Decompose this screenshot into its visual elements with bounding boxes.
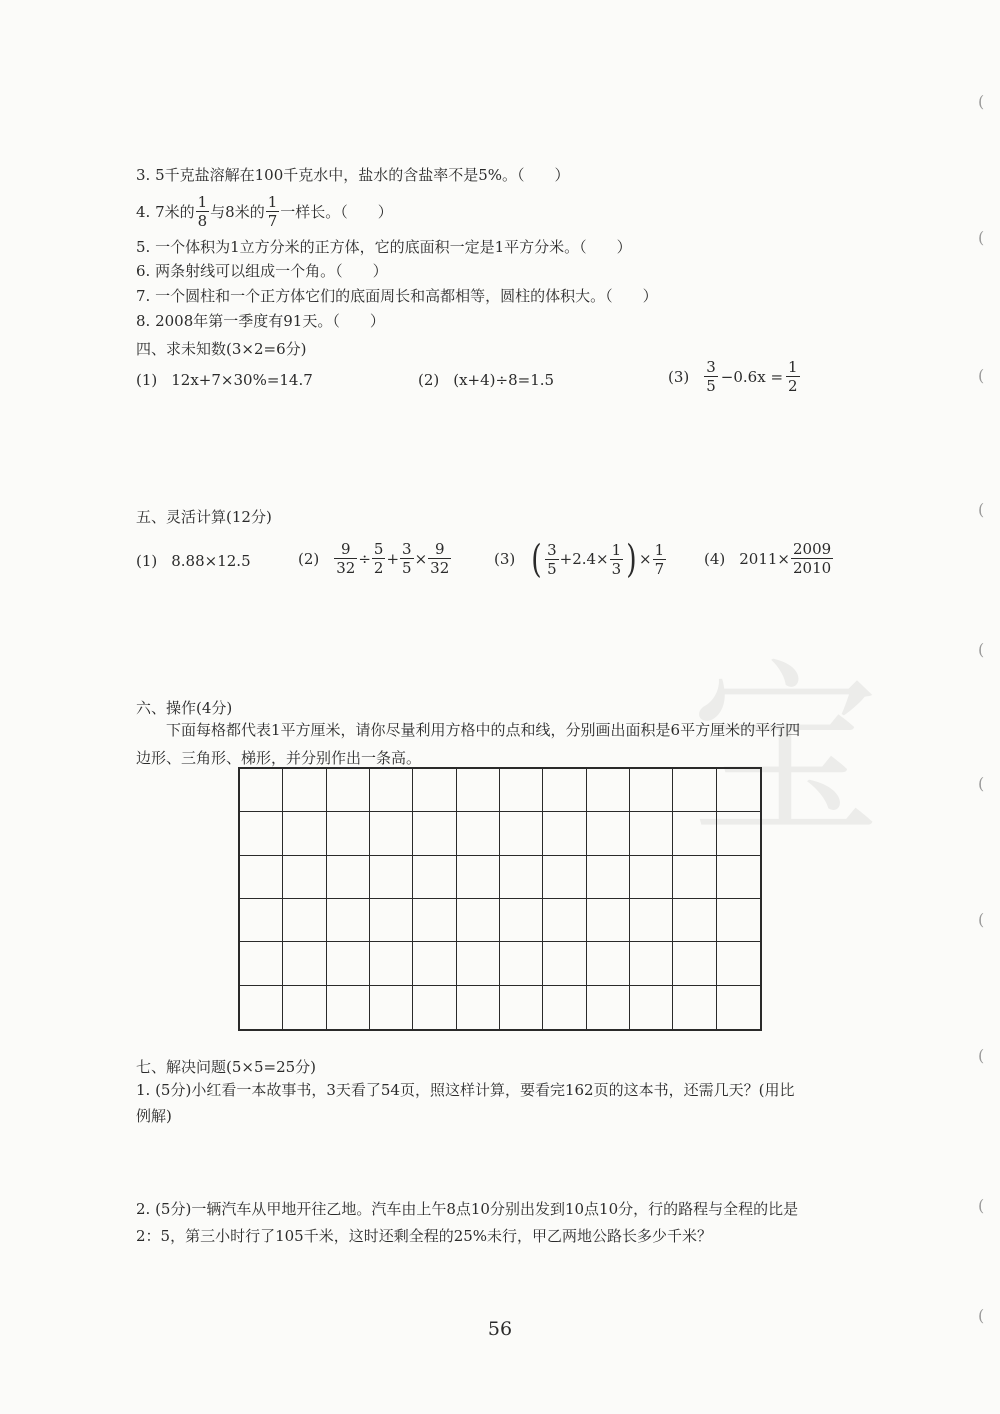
grid-cell bbox=[500, 769, 543, 812]
equation-1 bbox=[136, 371, 313, 389]
grid-cell bbox=[717, 769, 760, 812]
problem-1-line1: 1. (5分)小红看一本故事书，3天看了54页，照这样计算，要看完162页的这本书，还需几天？(用比 bbox=[136, 1081, 795, 1099]
grid-cell bbox=[327, 986, 370, 1029]
grid-cell bbox=[673, 899, 716, 942]
grid-cell bbox=[717, 986, 760, 1029]
binding-mark: ( bbox=[978, 1306, 985, 1325]
fraction bbox=[334, 540, 357, 577]
grid-cell bbox=[457, 856, 500, 899]
grid-cell bbox=[587, 986, 630, 1029]
calc-number: (1) bbox=[136, 552, 158, 570]
denominator: 5 bbox=[706, 377, 716, 395]
fraction bbox=[791, 540, 833, 577]
grid-cell bbox=[587, 942, 630, 985]
denominator: 7 bbox=[654, 559, 665, 578]
operator: +2.4× bbox=[559, 550, 609, 568]
numerator: 3 bbox=[547, 540, 557, 559]
fraction bbox=[400, 540, 414, 577]
binding-mark: ( bbox=[978, 92, 985, 111]
numerator: 1 bbox=[197, 193, 208, 211]
square-grid[interactable] bbox=[238, 767, 762, 1031]
binding-mark: ( bbox=[978, 640, 985, 659]
equation-3 bbox=[668, 358, 801, 395]
grid-cell bbox=[413, 856, 456, 899]
grid-cell bbox=[630, 856, 673, 899]
grid-cell bbox=[327, 856, 370, 899]
grid-cell bbox=[413, 812, 456, 855]
grid-cell bbox=[413, 942, 456, 985]
fraction bbox=[196, 193, 210, 230]
problem-2-line2: 2：5，第三小时行了105千米，这时还剩全程的25%未行，甲乙两地公路长多少千米？ bbox=[136, 1227, 713, 1245]
eq-number: (3) bbox=[668, 367, 690, 386]
fraction bbox=[545, 541, 559, 578]
fraction bbox=[786, 358, 800, 395]
calc-expression: 8.88×12.5 bbox=[171, 552, 251, 570]
item4-prefix: 4. 7米的 bbox=[136, 202, 195, 221]
calc-number: (4) bbox=[704, 549, 726, 568]
calc-number: (3) bbox=[494, 550, 516, 568]
calc-prefix: 2011× bbox=[739, 549, 790, 568]
grid-cell bbox=[327, 769, 370, 812]
denominator: 5 bbox=[402, 559, 412, 577]
calc-3 bbox=[494, 537, 667, 581]
grid-cell bbox=[630, 769, 673, 812]
numerator: 2009 bbox=[793, 540, 832, 558]
grid-cell bbox=[500, 812, 543, 855]
grid-cell bbox=[500, 942, 543, 985]
problem-1-line2: 例解) bbox=[136, 1107, 172, 1125]
grid-cell bbox=[717, 856, 760, 899]
grid-cell bbox=[413, 899, 456, 942]
denominator: 8 bbox=[197, 212, 208, 230]
eq-number: (2) bbox=[418, 371, 440, 389]
equation-2 bbox=[418, 371, 554, 389]
grid-cell bbox=[240, 812, 283, 855]
binding-mark: ( bbox=[978, 910, 985, 929]
grid-cell bbox=[370, 899, 413, 942]
grid-cell bbox=[283, 942, 326, 985]
section-6-instruction-line2: 边形、三角形、梯形，并分别作出一条高。 bbox=[136, 749, 422, 767]
grid-cell bbox=[413, 769, 456, 812]
eq-expression: 12x+7×30%=14.7 bbox=[171, 371, 313, 389]
numerator: 1 bbox=[654, 540, 665, 559]
grid-cell bbox=[370, 769, 413, 812]
judgment-item-7: 7. 一个圆柱和一个正方体它们的底面周长和高都相等，圆柱的体积大。（ ） bbox=[136, 287, 658, 305]
grid-cell bbox=[673, 856, 716, 899]
judgment-item-4 bbox=[136, 193, 393, 230]
numerator: 9 bbox=[341, 540, 351, 558]
grid-cell bbox=[543, 812, 586, 855]
grid-cell bbox=[413, 986, 456, 1029]
grid-cell bbox=[283, 812, 326, 855]
operator: × bbox=[414, 549, 428, 568]
operator: + bbox=[386, 549, 400, 568]
grid-cell bbox=[283, 986, 326, 1029]
judgment-item-8: 8. 2008年第一季度有91天。（ ） bbox=[136, 312, 385, 330]
operator: × bbox=[639, 550, 652, 568]
grid-cell bbox=[370, 856, 413, 899]
fraction bbox=[372, 540, 386, 577]
fraction bbox=[704, 358, 718, 395]
grid-cell bbox=[283, 899, 326, 942]
denominator: 2 bbox=[788, 377, 798, 395]
problem-2-line1: 2. (5分)一辆汽车从甲地开往乙地。汽车由上午8点10分别出发到10点10分，行的路程与全程的比是 bbox=[136, 1200, 799, 1218]
watermark: 宝 bbox=[690, 642, 881, 863]
grid-cell bbox=[283, 856, 326, 899]
grid-cell bbox=[500, 856, 543, 899]
numerator: 5 bbox=[373, 540, 384, 558]
grid-cell bbox=[543, 856, 586, 899]
section-4-title: 四、求未知数(3×2=6分) bbox=[136, 340, 307, 358]
grid-cell bbox=[717, 899, 760, 942]
numerator: 1 bbox=[788, 358, 798, 376]
numerator: 3 bbox=[402, 540, 412, 558]
grid-cell bbox=[673, 812, 716, 855]
binding-mark: ( bbox=[978, 228, 985, 247]
grid-cell bbox=[240, 769, 283, 812]
eq-expression: (x+4)÷8=1.5 bbox=[453, 371, 555, 389]
grid-cell bbox=[457, 769, 500, 812]
grid-cell bbox=[500, 986, 543, 1029]
denominator: 7 bbox=[267, 212, 278, 230]
grid-cell bbox=[630, 899, 673, 942]
denominator: 5 bbox=[547, 559, 557, 578]
denominator: 32 bbox=[336, 559, 356, 577]
grid-cell bbox=[587, 769, 630, 812]
operator: ÷ bbox=[358, 549, 371, 568]
fraction bbox=[653, 541, 667, 578]
denominator: 2010 bbox=[793, 559, 832, 577]
page-number: 56 bbox=[487, 1318, 513, 1340]
item4-mid: 与8米的 bbox=[210, 202, 265, 221]
grid-cell bbox=[543, 899, 586, 942]
grid-cell bbox=[630, 986, 673, 1029]
binding-mark: ( bbox=[978, 774, 985, 793]
eq-number: (1) bbox=[136, 371, 158, 389]
grid-cell bbox=[587, 899, 630, 942]
grid-cell bbox=[673, 769, 716, 812]
binding-mark: ( bbox=[978, 366, 985, 385]
grid-cell bbox=[673, 986, 716, 1029]
judgment-item-5: 5. 一个体积为1立方分米的正方体，它的底面积一定是1平方分米。（ ） bbox=[136, 238, 632, 256]
grid-cell bbox=[457, 812, 500, 855]
right-paren: ) bbox=[626, 537, 637, 581]
grid-cell bbox=[543, 769, 586, 812]
fraction bbox=[610, 541, 624, 578]
calc-number: (2) bbox=[298, 549, 320, 568]
section-6-instruction-line1: 下面每格都代表1平方厘米，请你尽量利用方格中的点和线，分别画出面积是6平方厘米的平行四 bbox=[166, 721, 801, 739]
denominator: 2 bbox=[373, 559, 384, 577]
grid-cell bbox=[370, 986, 413, 1029]
section-7-title: 七、解决问题(5×5=25分) bbox=[136, 1058, 317, 1076]
denominator: 3 bbox=[611, 559, 622, 578]
judgment-item-3: 3. 5千克盐溶解在100千克水中，盐水的含盐率不是5%。（ ） bbox=[136, 166, 570, 184]
calc-4 bbox=[704, 540, 834, 577]
grid-cell bbox=[370, 942, 413, 985]
numerator: 3 bbox=[706, 358, 716, 376]
left-paren: ( bbox=[531, 537, 542, 581]
binding-mark: ( bbox=[978, 1196, 985, 1215]
grid-cell bbox=[587, 812, 630, 855]
grid-cell bbox=[240, 856, 283, 899]
grid-cell bbox=[327, 812, 370, 855]
grid-cell bbox=[587, 856, 630, 899]
grid-cell bbox=[630, 942, 673, 985]
calc-2 bbox=[298, 540, 452, 577]
numerator: 9 bbox=[434, 540, 445, 558]
calc-1 bbox=[136, 552, 251, 570]
item4-suffix: 一样长。（ ） bbox=[280, 202, 393, 221]
denominator: 32 bbox=[430, 559, 450, 577]
numerator: 1 bbox=[267, 193, 278, 211]
binding-mark: ( bbox=[978, 500, 985, 519]
binding-mark: ( bbox=[978, 1046, 985, 1065]
grid-cell bbox=[500, 899, 543, 942]
section-6-title: 六、操作(4分) bbox=[136, 699, 233, 717]
grid-cell bbox=[457, 899, 500, 942]
grid-cell bbox=[240, 986, 283, 1029]
grid-cell bbox=[240, 942, 283, 985]
grid-cell bbox=[240, 899, 283, 942]
section-5-title: 五、灵活计算(12分) bbox=[136, 508, 272, 526]
numerator: 1 bbox=[611, 540, 622, 559]
fraction bbox=[266, 193, 280, 230]
grid-cell bbox=[327, 899, 370, 942]
grid-cell bbox=[327, 942, 370, 985]
grid-cell bbox=[457, 942, 500, 985]
eq-mid: −0.6x = bbox=[720, 367, 784, 386]
grid-cell bbox=[457, 986, 500, 1029]
grid-cell bbox=[630, 812, 673, 855]
grid-cell bbox=[543, 986, 586, 1029]
grid-cell bbox=[717, 812, 760, 855]
judgment-item-6: 6. 两条射线可以组成一个角。（ ） bbox=[136, 262, 388, 280]
grid-cell bbox=[283, 769, 326, 812]
fraction bbox=[428, 540, 451, 577]
grid-cell bbox=[717, 942, 760, 985]
grid-cell bbox=[370, 812, 413, 855]
grid-cell bbox=[543, 942, 586, 985]
grid-cell bbox=[673, 942, 716, 985]
